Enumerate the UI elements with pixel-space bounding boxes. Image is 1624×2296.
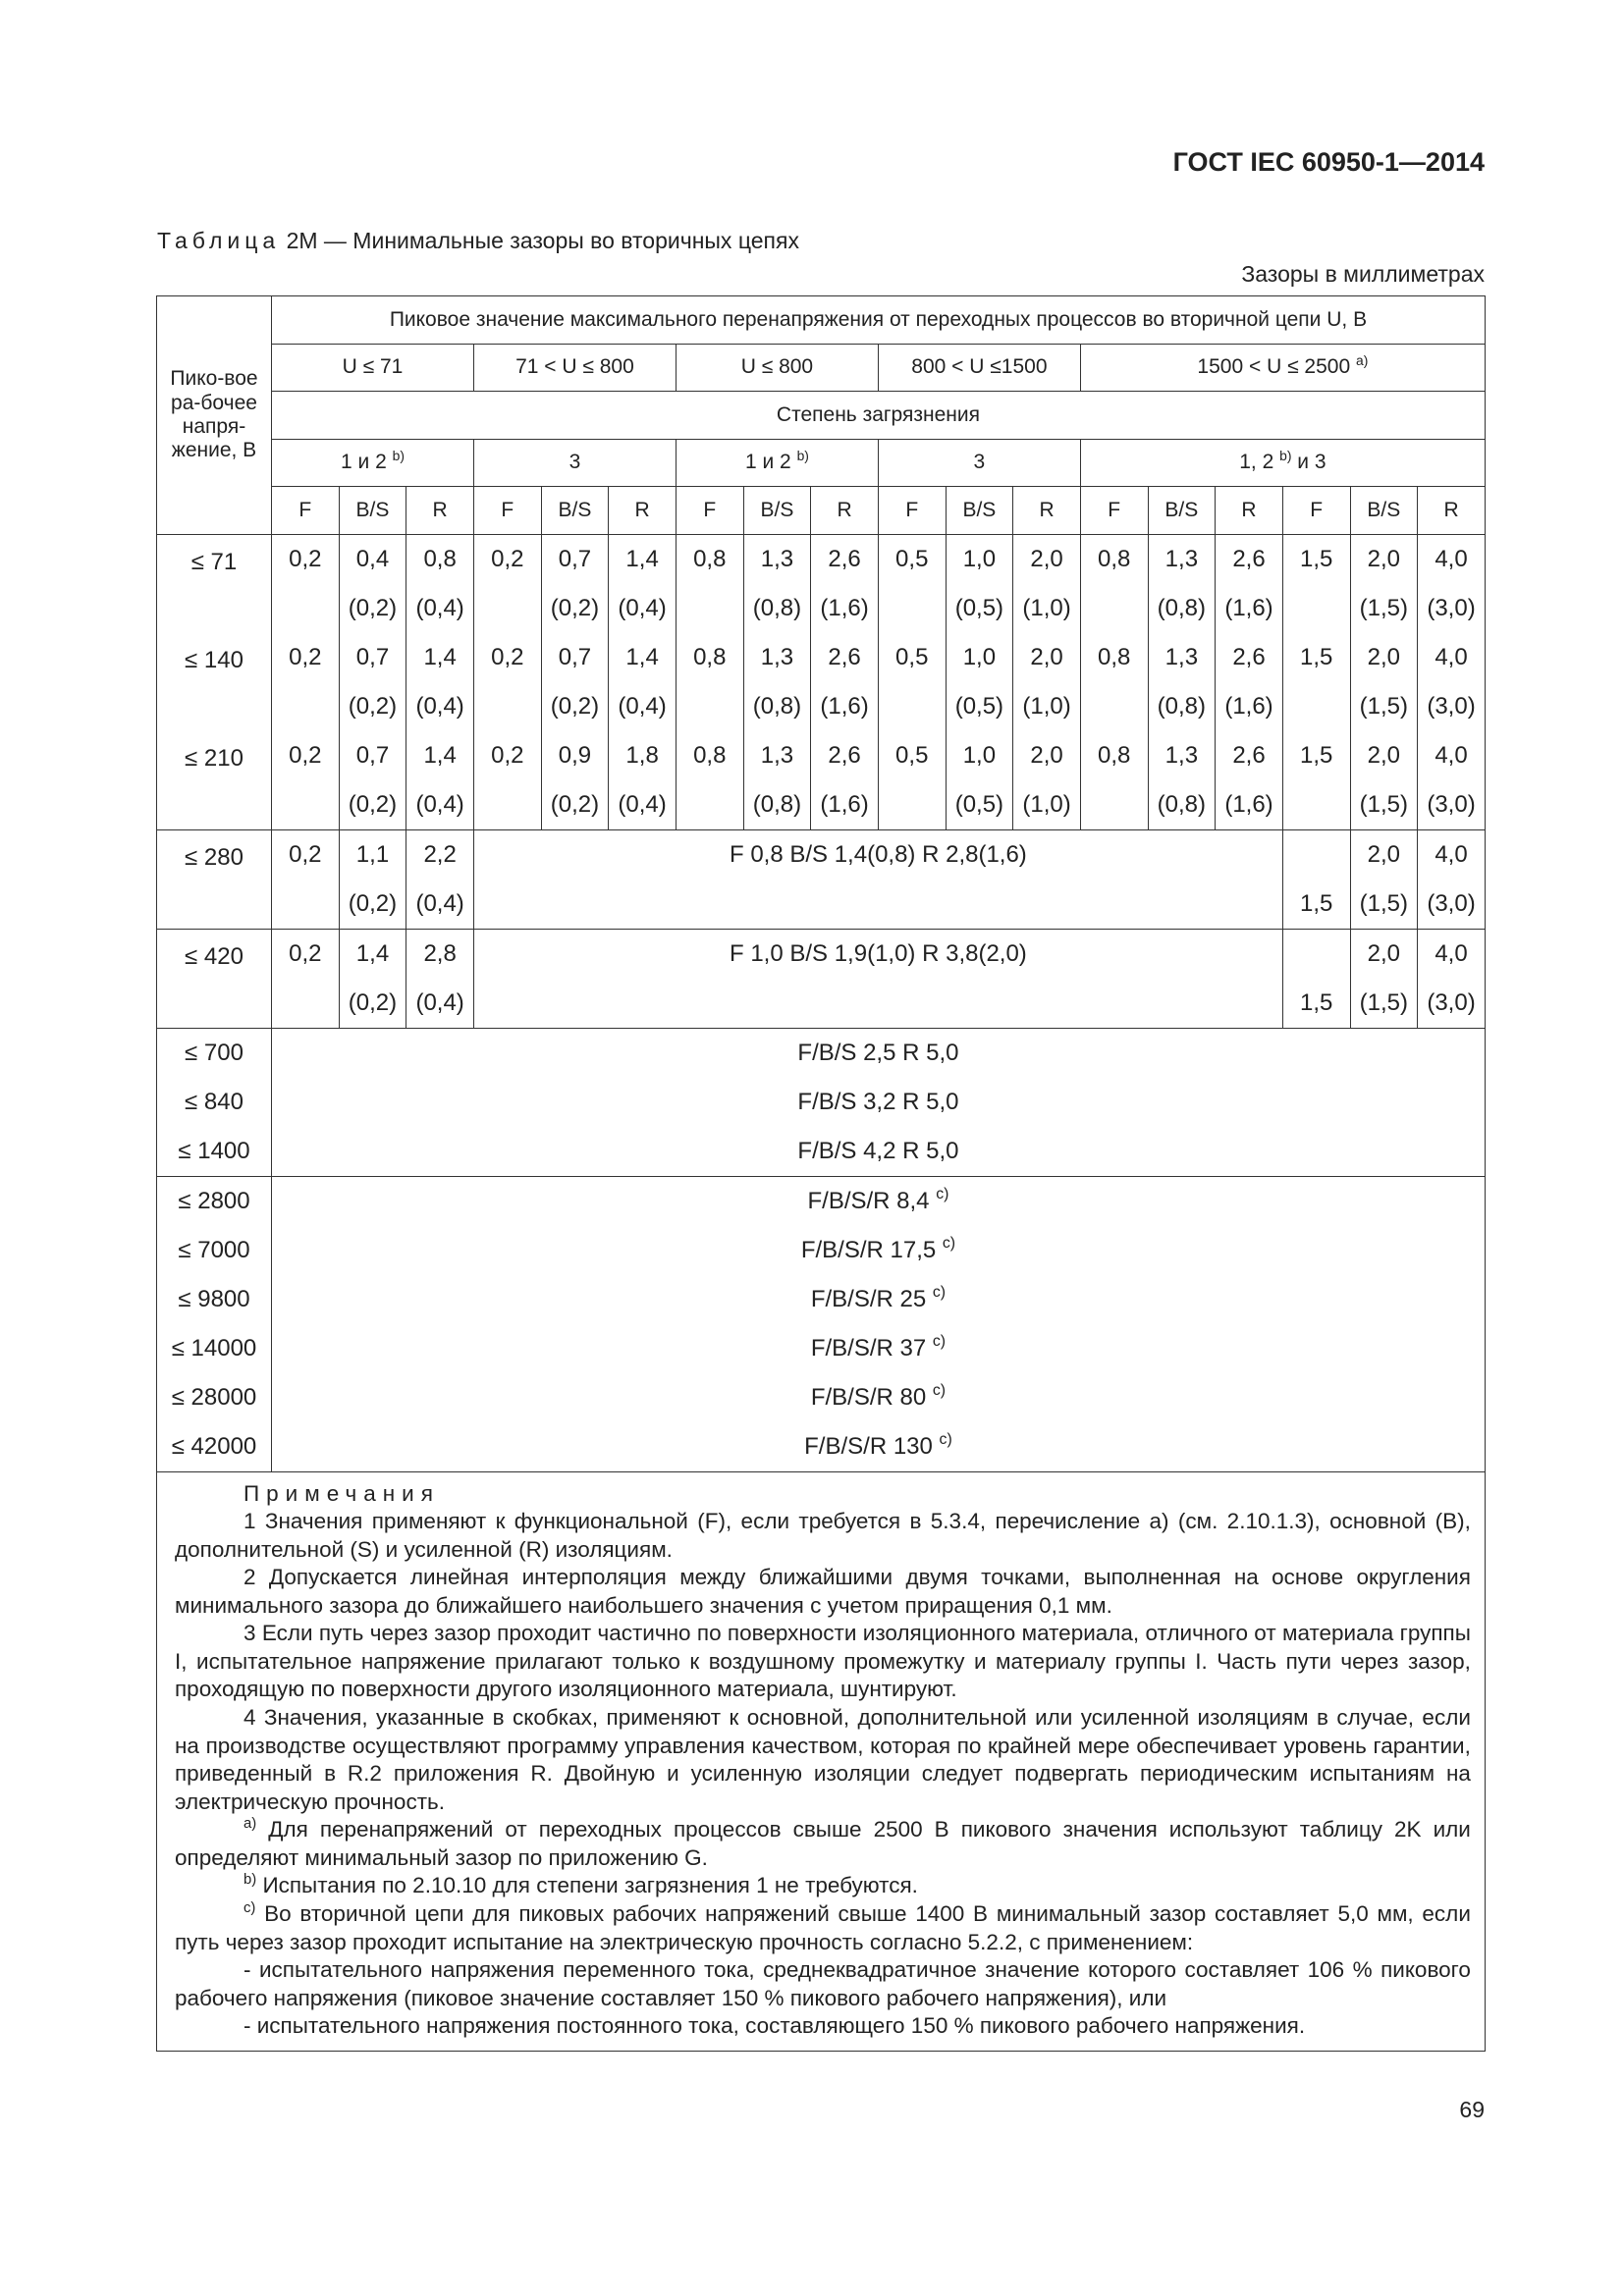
value-cell: (0,4) [406,979,474,1029]
value-cell: 4,0 [1418,534,1486,584]
working-voltage-cell: ≤ 700 [157,1028,272,1078]
value-cell [272,880,340,930]
value-cell: 0,8 [1080,731,1148,780]
value-cell: (0,4) [609,682,677,731]
value-cell [473,780,541,830]
value-cell: 2,8 [406,929,474,979]
range-header: 800 < U ≤1500 [878,344,1080,392]
footnote-b [175,1872,1471,1900]
header-row-insulation [157,487,1486,535]
value-cell: 1,5 [1282,633,1350,682]
value-cell: 1,3 [743,731,811,780]
high-voltage-group-a [157,1028,1486,1176]
footnote-marker: c) [942,1234,956,1252]
table-row [157,534,1486,584]
value-cell: (1,0) [1013,682,1081,731]
footnote-marker: c) [244,1899,256,1916]
footnote-marker: c) [932,1283,947,1301]
value-cell [1282,929,1350,979]
value-cell: (0,5) [946,682,1013,731]
value-cell: 1,0 [946,633,1013,682]
value-cell: 2,6 [1216,731,1283,780]
value-cell [1080,584,1148,633]
value-cell: (0,4) [609,780,677,830]
table-row [157,1078,1486,1127]
value-cell: 1,5 [1282,534,1350,584]
value-cell [1282,682,1350,731]
value-cell: 2,0 [1013,534,1081,584]
footnote-a-text: Для перенапряжений от переходных процессов свыше 2500 В пикового значения используют таблицу 2K или определяют минимальный зазор по приложению G. [175,1817,1471,1870]
value-cell: (1,6) [1216,780,1283,830]
value-cell: 0,2 [272,731,340,780]
insulation-header: R [1418,487,1486,535]
value-cell [1282,780,1350,830]
working-voltage-cell: ≤ 2800 [157,1176,272,1226]
value-cell: 1,3 [1148,731,1216,780]
value-cell: (0,2) [541,584,609,633]
value-cell: 2,0 [1013,633,1081,682]
insulation-header: R [609,487,677,535]
value-cell: 4,0 [1418,929,1486,979]
table-title-prefix: Таблица [157,228,281,253]
value-cell: 1,3 [1148,534,1216,584]
clearance-value: F/B/S/R 25 [810,1285,927,1312]
working-voltage-cell: ≤ 28000 [157,1373,272,1422]
insulation-header: R [1013,487,1081,535]
value-cell [473,584,541,633]
insulation-header: R [811,487,879,535]
value-cell: (3,0) [1418,780,1486,830]
value-cell: (3,0) [1418,979,1486,1029]
value-cell: 0,8 [1080,633,1148,682]
insulation-header: F [272,487,340,535]
working-voltage-cell: ≤ 71 [157,534,272,633]
insulation-header: B/S [743,487,811,535]
value-cell [272,682,340,731]
insulation-header: B/S [946,487,1013,535]
note-1: 1 Значения применяют к функциональной (F), если требуется в 5.3.4, перечисление а) (см. 2.10.1.3), основной (В), дополнительной (S) и усиленной (R) изоляциям. [175,1509,1471,1562]
pollution-group-label: 1 и 2 [341,451,387,474]
working-voltage-cell: ≤ 42000 [157,1422,272,1472]
value-cell: 2,0 [1350,929,1418,979]
notes-cell [157,1471,1486,2051]
pollution-group [272,439,474,487]
value-cell: (3,0) [1418,682,1486,731]
value-cell: (0,5) [946,584,1013,633]
value-cell: (0,4) [609,584,677,633]
value-cell: 0,4 [339,534,406,584]
insulation-header: F [473,487,541,535]
value-cell: 1,4 [609,534,677,584]
insulation-header: B/S [1350,487,1418,535]
table-row [157,584,1486,633]
value-cell: (3,0) [1418,584,1486,633]
table-row [157,1275,1486,1324]
value-cell: 2,6 [811,731,879,780]
working-voltage-cell: ≤ 14000 [157,1324,272,1373]
value-cell: (0,2) [339,979,406,1029]
value-cell: (1,6) [1216,682,1283,731]
value-cell: 0,7 [339,633,406,682]
notes-body [175,1508,1471,2041]
table-row [157,633,1486,682]
insulation-header: R [406,487,474,535]
value-cell [878,780,946,830]
value-cell: 2,2 [406,829,474,880]
value-cell: 4,0 [1418,731,1486,780]
value-cell: 1,4 [406,633,474,682]
clearance-value: F/B/S/R 80 [810,1383,927,1411]
value-cell: 2,0 [1013,731,1081,780]
working-voltage-cell: ≤ 140 [157,633,272,731]
pollution-group [878,439,1080,487]
table-row [157,780,1486,830]
working-voltage-cell: ≤ 9800 [157,1275,272,1324]
value-cell: (0,8) [743,682,811,731]
value-cell [1080,682,1148,731]
working-voltage-cell: ≤ 7000 [157,1226,272,1275]
value-cell: (0,8) [743,584,811,633]
value-cell: 1,3 [743,534,811,584]
merged-value-cell: F/B/S 4,2 R 5,0 [272,1127,1486,1177]
page-number: 69 [1459,2097,1485,2122]
value-cell: 0,2 [473,534,541,584]
value-cell: 1,0 [946,731,1013,780]
working-voltage-cell: ≤ 840 [157,1078,272,1127]
value-cell: 0,9 [541,731,609,780]
value-cell: (0,8) [743,780,811,830]
footnote-c-item-1: - испытательного напряжения переменного тока, среднеквадратичное значение которого составляет 106 % пикового рабочего напряжения (пиковое значение составляет 150 % пикового рабочего напряжения), или [175,1957,1471,2010]
table-title [157,228,799,254]
footnote-marker: c) [932,1381,947,1399]
value-cell: (1,6) [811,584,879,633]
note-4: 4 Значения, указанные в скобках, применяют к основной, дополнительной или усиленной изоляциям в случае, если на производстве осуществляют программу управления качеством, которая по крайней мере обеспечивает уровень гарантии, приведенный в R.2 приложения R. Двойную и усиленную изоляции следует подвергать периодическим испытаниям на электрическую прочность. [175,1705,1471,1814]
insulation-header: B/S [1148,487,1216,535]
header-row-ranges [157,344,1486,392]
value-cell: 0,7 [339,731,406,780]
value-cell [676,780,743,830]
value-cell [272,584,340,633]
value-cell [676,682,743,731]
insulation-header: R [1216,487,1283,535]
value-cell: 1,3 [1148,633,1216,682]
value-cell: 1,4 [609,633,677,682]
footnote-marker: c) [936,1185,949,1202]
value-cell: (1,5) [1350,682,1418,731]
value-cell: (0,4) [406,682,474,731]
value-cell: 2,0 [1350,731,1418,780]
value-cell: (0,8) [1148,584,1216,633]
value-cell: 1,5 [1282,979,1350,1029]
footnote-c-item-2: - испытательного напряжения постоянного тока, составляющего 150 % пикового рабочего напряжения. [244,2013,1306,2039]
value-cell: 1,5 [1282,880,1350,930]
value-cell: (1,0) [1013,780,1081,830]
value-cell: (0,4) [406,584,474,633]
table-row [157,731,1486,780]
clearance-table [156,295,1486,2052]
value-cell: 2,6 [811,534,879,584]
pollution-group [676,439,878,487]
value-cell: 1,8 [609,731,677,780]
value-cell: 4,0 [1418,829,1486,880]
merged-value-cell: F/B/S 2,5 R 5,0 [272,1028,1486,1078]
footnote-marker: b) [796,447,809,463]
footnote-marker: b) [244,1872,257,1889]
value-cell [272,780,340,830]
value-cell: 0,2 [473,633,541,682]
table-row [157,1028,1486,1078]
value-cell: 1,3 [743,633,811,682]
table-row [157,929,1486,979]
note-2: 2 Допускается линейная интерполяция между ближайшими двумя точками, выполненная на основе округления минимального зазора до ближайшего наибольшего значения с учетом приращения 0,1 мм. [175,1565,1471,1618]
value-cell: (0,4) [406,780,474,830]
range-header [1080,344,1485,392]
insulation-header: F [676,487,743,535]
value-cell [878,682,946,731]
pollution-group [1080,439,1485,487]
table-row [157,682,1486,731]
value-cell [878,584,946,633]
insulation-header: F [878,487,946,535]
value-cell: (3,0) [1418,880,1486,930]
clearance-value: F/B/S/R 37 [810,1334,927,1362]
value-cell: (1,5) [1350,880,1418,930]
value-cell: 0,2 [272,633,340,682]
value-cell: (1,5) [1350,979,1418,1029]
value-cell: (0,5) [946,780,1013,830]
value-cell: 2,0 [1350,633,1418,682]
merged-value-cell [272,1176,1486,1226]
footnote-marker: a) [1356,351,1369,368]
value-cell: (1,6) [1216,584,1283,633]
notes-row [157,1471,1486,2051]
pollution-group-label: 1 и 2 [744,451,791,474]
value-cell: 0,2 [272,829,340,880]
range-header: U ≤ 71 [272,344,474,392]
range-header: U ≤ 800 [676,344,878,392]
footnote-a [175,1816,1471,1872]
table-title-text: 2М — Минимальные зазоры во вторичных цепях [280,228,799,253]
table-row [157,979,1486,1029]
value-cell: (1,5) [1350,584,1418,633]
header-row-pollution [157,392,1486,440]
value-cell: (0,4) [406,880,474,930]
value-cell: (1,5) [1350,780,1418,830]
value-cell: (0,2) [339,880,406,930]
footnote-marker: a) [244,1816,257,1833]
value-cell: 1,1 [339,829,406,880]
footnote-marker: b) [392,447,405,463]
merged-value-cell: F/B/S 3,2 R 5,0 [272,1078,1486,1127]
value-cell: 0,5 [878,731,946,780]
value-cell: (0,2) [541,682,609,731]
clearance-value: F/B/S/R 8,4 [807,1187,930,1214]
value-cell: 0,2 [473,731,541,780]
insulation-header: F [1080,487,1148,535]
value-cell [1080,780,1148,830]
footnote-marker: c) [932,1332,947,1350]
header-row-overvoltage [157,296,1486,345]
standard-code: ГОСТ IEC 60950-1—2014 [1172,147,1485,177]
pollution-header: Степень загрязнения [272,392,1486,440]
footnote-marker: c) [939,1430,952,1448]
value-cell [1282,829,1350,880]
merged-value-cell [272,1275,1486,1324]
value-cell: 2,6 [1216,534,1283,584]
footnote-b-text: Испытания по 2.10.10 для степени загрязнения 1 не требуются. [256,1873,918,1898]
pollution-group-label: 3 [973,451,986,474]
value-cell: 1,4 [406,731,474,780]
value-cell: 0,8 [676,731,743,780]
merged-value-cell: F 1,0 B/S 1,9(1,0) R 3,8(2,0) [473,929,1282,979]
footnote-c [175,1900,1471,1956]
value-cell: 2,0 [1350,829,1418,880]
value-cell: 0,7 [541,633,609,682]
value-cell: 0,2 [272,929,340,979]
table-row [157,880,1486,930]
merged-value-cell [272,1324,1486,1373]
value-cell: 0,2 [272,534,340,584]
merged-value-cell [272,1422,1486,1472]
footnote-c-text: Во вторичной цепи для пиковых рабочих напряжений свыше 1400 В минимальный зазор составляет 5,0 мм, если путь через зазор проходит испытание на электрическую прочность согласно 5.2.2, с применением: [175,1900,1471,1954]
value-cell: (0,2) [339,584,406,633]
insulation-header: B/S [339,487,406,535]
overvoltage-header: Пиковое значение максимального перенапряжения от переходных процессов во вторичной цепи U, В [272,296,1486,345]
value-cell: (0,8) [1148,682,1216,731]
value-cell: (1,6) [811,682,879,731]
merged-value-cell [473,880,1282,930]
value-cell [473,682,541,731]
value-cell: (0,2) [541,780,609,830]
merged-value-cell: F 0,8 B/S 1,4(0,8) R 2,8(1,6) [473,829,1282,880]
value-cell: 2,6 [811,633,879,682]
clearance-value: F/B/S/R 130 [804,1432,933,1460]
range-label: 1500 < U ≤ 2500 [1197,355,1351,379]
note-3: 3 Если путь через зазор проходит частично по поверхности изоляционного материала, отличного от материала группы I, испытательное напряжение прилагают только к воздушному промежутку и материалу группы I. Часть пути через зазор, проходящую по поверхности другого изоляционного материала, шунтируют. [175,1621,1471,1702]
value-cell [1282,584,1350,633]
value-cell: 0,8 [676,633,743,682]
value-cell: 2,0 [1350,534,1418,584]
merged-value-cell [272,1226,1486,1275]
merged-value-cell [272,1373,1486,1422]
full-rows-group [157,534,1486,829]
high-voltage-group-b [157,1176,1486,1471]
working-voltage-cell: ≤ 420 [157,929,272,1028]
value-cell [676,584,743,633]
value-cell: (1,6) [811,780,879,830]
table-row [157,1127,1486,1177]
table-row [157,829,1486,880]
range-header: 71 < U ≤ 800 [473,344,676,392]
value-cell: 0,8 [1080,534,1148,584]
working-voltage-cell: ≤ 280 [157,829,272,929]
value-cell: (1,0) [1013,584,1081,633]
table-row [157,1422,1486,1472]
value-cell: 1,4 [339,929,406,979]
value-cell: 0,8 [676,534,743,584]
table-row [157,1373,1486,1422]
pollution-group-label: 3 [568,451,581,474]
header-row-pollution-groups [157,439,1486,487]
table-row [157,1226,1486,1275]
pollution-group [473,439,676,487]
pollution-group-suffix: и 3 [1291,451,1326,474]
pollution-group-label: 1, 2 [1239,451,1274,474]
value-cell: 4,0 [1418,633,1486,682]
table-units: Зазоры в миллиметрах [1241,261,1485,287]
table-row [157,1176,1486,1226]
working-voltage-cell: ≤ 1400 [157,1127,272,1177]
value-cell: 0,8 [406,534,474,584]
footnote-marker: b) [1279,447,1292,463]
table-row [157,1324,1486,1373]
value-cell: (0,2) [339,780,406,830]
value-cell [272,979,340,1029]
value-cell: 1,0 [946,534,1013,584]
value-cell: 1,5 [1282,731,1350,780]
working-voltage-cell: ≤ 210 [157,731,272,830]
insulation-header: F [1282,487,1350,535]
notes-heading: Примечания [244,1480,440,1506]
insulation-header: B/S [541,487,609,535]
clearance-value: F/B/S/R 17,5 [800,1236,937,1263]
working-voltage-header: Пико-вое ра-бочее напря-жение, В [157,296,272,535]
value-cell: 2,6 [1216,633,1283,682]
merged-value-cell [473,979,1282,1029]
merged-rows-group [157,829,1486,1028]
value-cell: (0,2) [339,682,406,731]
value-cell: (0,8) [1148,780,1216,830]
value-cell: 0,5 [878,633,946,682]
value-cell: 0,7 [541,534,609,584]
value-cell: 0,5 [878,534,946,584]
